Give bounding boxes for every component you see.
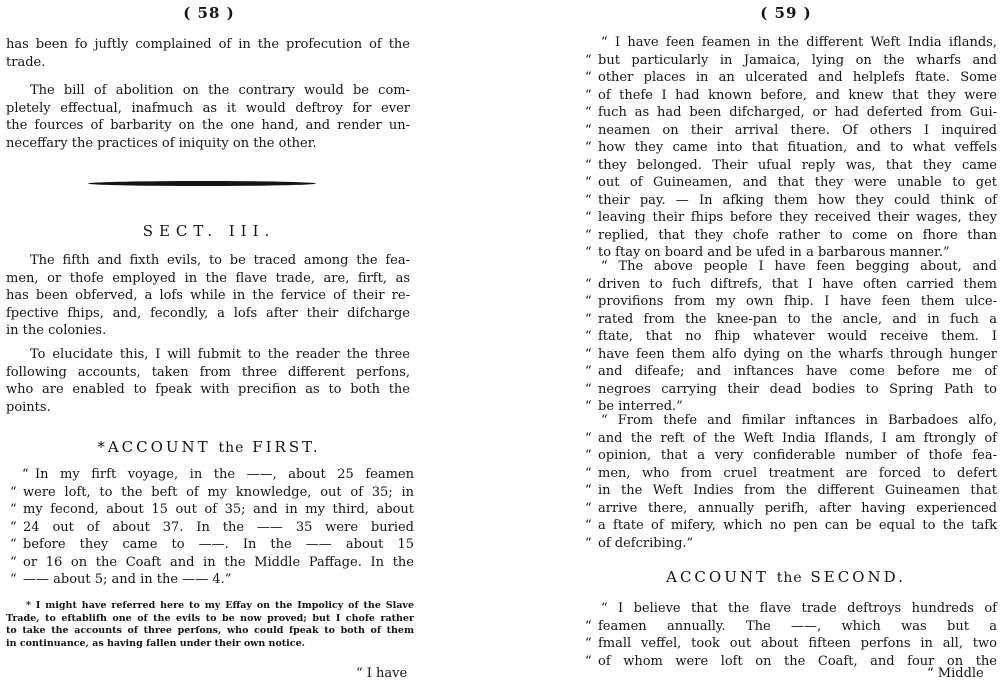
footnote-line: in continuance, as having fallen under their own notice.	[6, 637, 305, 649]
heading-prefix: *ACCOUNT	[97, 438, 211, 456]
quote-text: and the reft of the Weft India Iflands, I am ftrongly of	[598, 430, 997, 446]
quote-text: opinion, that a very confiderable number of thofe fea-	[598, 448, 997, 463]
quoted-account	[585, 258, 997, 416]
quote-mark: “	[585, 245, 592, 260]
quote-line	[585, 328, 997, 346]
quote-line	[585, 482, 997, 500]
quote-mark: “	[10, 537, 17, 552]
quote-text: fmall veffel, took out about fifteen perfons in all, two	[598, 636, 997, 651]
quote-line	[585, 122, 997, 140]
quote-line	[10, 484, 414, 502]
quote-line	[585, 34, 997, 52]
quote-line	[585, 69, 997, 87]
quote-mark: “	[585, 276, 592, 292]
quote-line	[585, 447, 997, 465]
quote-line	[585, 139, 997, 157]
quote-mark: “	[10, 519, 17, 535]
paragraph	[6, 252, 410, 340]
quote-line	[585, 500, 997, 518]
quote-line	[10, 554, 414, 572]
quoted-account	[10, 466, 414, 589]
quote-line	[585, 311, 997, 329]
quote-text: “ The above people I have feen begging about, and	[601, 259, 997, 274]
quote-mark: “	[10, 502, 17, 517]
right-page	[575, 0, 997, 688]
quote-line	[585, 227, 997, 245]
quote-text: a ftate of mifery, which no pen can be equal to the tafk	[598, 518, 997, 533]
quote-line	[585, 209, 997, 227]
text-line: pletely effectual, inafmuch as it would deftroy for ever	[6, 100, 410, 116]
quote-line	[10, 501, 414, 519]
quote-text: my fecond, about 15 out of 35; and in my third, about	[23, 502, 414, 517]
heading-middle: the	[218, 440, 245, 456]
quote-text: in the Weft Indies from the different Guineamen that	[598, 483, 997, 498]
quote-mark: “	[585, 227, 592, 243]
quote-line	[585, 635, 997, 653]
paragraph	[6, 346, 410, 416]
quote-text: 24 out of about 37. In the —— 35 were buried	[23, 519, 414, 535]
quote-line	[10, 466, 414, 484]
footnote	[6, 600, 414, 650]
quote-line	[10, 536, 414, 554]
quote-line	[10, 571, 414, 589]
quote-text: but particularly in Jamaica, lying on the wharfs and	[598, 52, 997, 68]
quote-text: ftate, that no fhip whatever would receive them. I	[598, 329, 997, 344]
quote-line	[585, 276, 997, 294]
quote-line	[585, 430, 997, 448]
quoted-account	[585, 34, 997, 262]
footnote-line: * I might have referred here to my Effay on the Impolicy of the Slave	[26, 600, 414, 611]
quote-text: replied, that they chofe rather to come on fhore than	[598, 227, 997, 243]
quote-text: arrive there, annually perifh, after having experienced	[598, 500, 997, 516]
quote-mark: “	[585, 192, 592, 208]
quote-line	[585, 535, 997, 553]
quote-mark: “	[10, 572, 17, 587]
paragraph	[6, 82, 410, 152]
quote-text: they belonged. Their ufual reply was, that they came	[598, 157, 997, 173]
quote-text: of defcribing.”	[598, 535, 694, 551]
footnote-line: Trade, to eftablifh one of the evils to be now proved; but I chofe rather	[6, 612, 414, 624]
page-number: ( 58 )	[183, 4, 235, 22]
text-line: the fources of barbarity on the one hand, and render un-	[6, 118, 410, 133]
quote-mark: “	[22, 467, 29, 482]
text-line: The fifth and fixth evils, to be traced among the fea-	[30, 253, 410, 268]
account-heading	[0, 438, 418, 456]
quote-mark: “	[585, 87, 592, 103]
quote-mark: “	[585, 210, 592, 225]
left-page	[0, 0, 418, 688]
quote-text: provifions from my own fhip. I have feen them ulce-	[598, 294, 997, 309]
quote-line	[585, 174, 997, 192]
quote-text: before they came to ——. In the —— about 15	[23, 537, 414, 552]
section-title: SECT. III.	[142, 222, 276, 240]
quote-mark: “	[585, 430, 592, 446]
quote-mark: “	[585, 448, 592, 463]
quote-mark: “	[585, 157, 592, 173]
quote-mark: “	[585, 52, 592, 68]
footnote-line: to take the accounts of three perfons, who could fpeak to both of them	[6, 625, 414, 636]
quote-mark: “	[585, 70, 592, 85]
quote-text: neamen on their arrival there. Of others I inquired	[598, 122, 997, 138]
quote-text: or 16 on the Coaft and in the Middle Paffage. In the	[23, 554, 414, 570]
quote-text: were loft, to the beft of my knowledge, out of 35; in	[23, 484, 414, 500]
heading-suffix: FIRST.	[252, 438, 321, 456]
quote-mark: “	[585, 483, 592, 498]
quote-text: out of Guineamen, and that they were unable to get	[598, 175, 997, 190]
quote-mark: “	[585, 535, 592, 551]
text-line: men, or thofe employed in the flave trade, are, firft, as	[6, 270, 410, 286]
quote-mark: “	[585, 329, 592, 344]
quote-text: In my firft voyage, in the ——, about 25 feamen	[35, 467, 414, 482]
text-line: trade.	[6, 54, 46, 70]
quote-line	[585, 258, 997, 276]
quote-mark: “	[585, 364, 592, 379]
quote-mark: “	[585, 636, 592, 651]
quote-mark: “	[585, 311, 592, 327]
quote-mark: “	[585, 175, 592, 190]
quote-line	[585, 465, 997, 483]
quote-mark: “	[10, 484, 17, 500]
quote-text: other places in an ulcerated and helplefs ftate. Some	[598, 70, 997, 85]
quote-mark: “	[585, 618, 592, 634]
quote-mark: “	[585, 346, 592, 362]
quote-line	[585, 618, 997, 636]
quote-text: their pay. — In afking them how they could think of	[598, 192, 997, 208]
quote-line	[585, 52, 997, 70]
quote-text: driven to fuch diftrefs, that I have often carried them	[598, 276, 997, 292]
quote-text: of thefe I had known before, and knew that they were	[598, 87, 997, 103]
quote-text: have feen them alfo dying on the wharfs through hunger	[598, 346, 997, 362]
quote-mark: “	[585, 399, 592, 414]
text-line: who are enabled to fpeak with precifion as to both the	[6, 382, 410, 397]
quoted-account	[585, 600, 997, 670]
quote-mark: “	[585, 653, 592, 669]
quote-mark: “	[585, 465, 592, 481]
quote-line	[585, 157, 997, 175]
quote-mark: “	[585, 140, 592, 155]
quote-mark: “	[585, 500, 592, 516]
quote-line	[585, 363, 997, 381]
text-line: fpective fhips, and, fecondly, a lofs after their difcharge	[6, 305, 410, 321]
text-line: has been fo juftly complained of in the profecution of the	[6, 37, 410, 52]
quote-line	[585, 381, 997, 399]
heading-middle: the	[776, 570, 803, 586]
text-line: neceffary the practices of iniquity on the other.	[6, 135, 317, 151]
quote-line	[585, 517, 997, 535]
quote-text: feamen annually. The ——, which was but a	[598, 618, 997, 634]
text-line: points.	[6, 399, 51, 415]
quote-text: and difeafe; and inftances have come before me of	[598, 364, 997, 379]
quoted-account	[585, 412, 997, 552]
quote-line	[585, 192, 997, 210]
quote-line	[585, 600, 997, 618]
quote-line	[10, 519, 414, 537]
quote-text: to ftay on board and be ufed in a barbarous manner.”	[598, 245, 950, 260]
quote-text: “ I have feen feamen in the different Weft India iflands,	[601, 35, 997, 50]
text-line: following accounts, taken from three different perfons,	[6, 364, 410, 380]
heading-prefix: ACCOUNT	[666, 568, 769, 586]
quote-text: “ I believe that the flave trade deftroys hundreds of	[601, 601, 997, 616]
quote-line	[585, 412, 997, 430]
quote-text: rated from the knee-pan to the ancle, and in fuch a	[598, 311, 997, 327]
quote-mark: “	[585, 122, 592, 138]
quote-text: “ From thefe and fimilar inftances in Barbadoes alfo,	[601, 413, 997, 428]
quote-text: —— about 5; and in the —— 4.”	[23, 572, 232, 587]
catchword: “ Middle	[927, 666, 984, 681]
account-heading	[575, 568, 997, 586]
quote-text: leaving their fhips before they received their wages, they	[598, 210, 997, 225]
quote-mark: “	[585, 518, 592, 533]
quote-line	[585, 293, 997, 311]
heading-suffix: SECOND.	[810, 568, 906, 586]
paragraph	[6, 36, 410, 71]
catchword: “ I have	[356, 666, 408, 681]
quote-text: men, who from cruel treatment are forced to defert	[598, 465, 997, 481]
quote-text: fuch as had been difcharged, or had deferted from Gui-	[598, 105, 997, 120]
quote-text: of whom were loft on the Coaft, and four on the	[598, 653, 997, 669]
quote-mark: “	[585, 105, 592, 120]
quote-text: how they came into that fituation, and to what veffels	[598, 140, 997, 155]
quote-text: negroes carrying their dead bodies to Spring Path to	[598, 381, 997, 397]
section-divider	[88, 181, 316, 186]
quote-line	[585, 346, 997, 364]
text-line: The bill of abolition on the contrary would be com-	[30, 83, 410, 98]
text-line: has been obferved, a lofs while in the fervice of their re-	[6, 288, 410, 303]
quote-mark: “	[585, 381, 592, 397]
quote-line	[585, 104, 997, 122]
text-line: To elucidate this, I will fubmit to the reader the three	[30, 347, 410, 362]
quote-mark: “	[585, 294, 592, 309]
quote-text: be interred.”	[598, 399, 683, 414]
text-line: in the colonies.	[6, 323, 107, 338]
page-number: ( 59 )	[760, 4, 812, 22]
quote-line	[585, 87, 997, 105]
quote-mark: “	[10, 554, 17, 570]
